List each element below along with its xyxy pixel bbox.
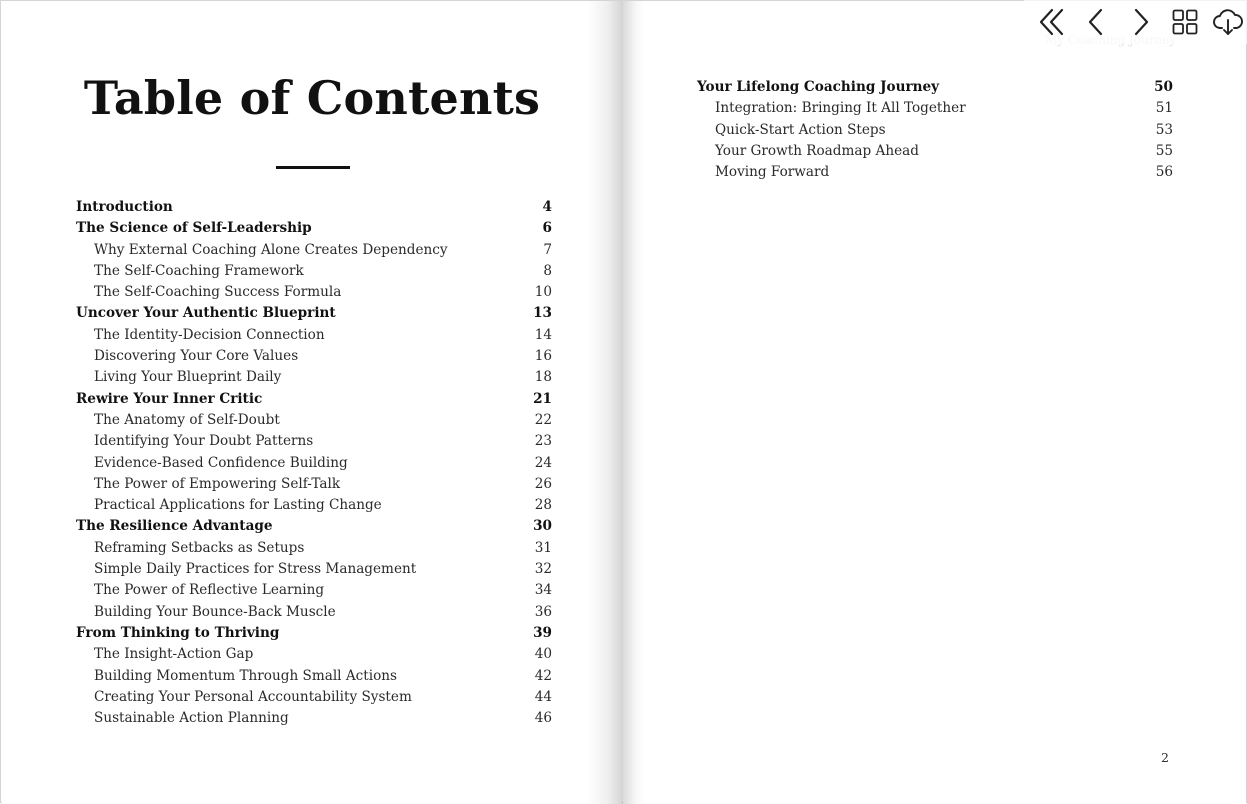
- toc-entry-label: The Self-Coaching Framework: [94, 262, 304, 279]
- toc-entry-page-number: 24: [534, 454, 552, 471]
- toc-section-entry[interactable]: [76, 240, 552, 261]
- toc-section-entry[interactable]: [76, 474, 552, 495]
- right-page: [623, 1, 1246, 804]
- toc-entry-label: Building Momentum Through Small Actions: [94, 667, 398, 684]
- toc-entry-page-number: 40: [534, 646, 552, 663]
- toc-section-entry[interactable]: [697, 98, 1173, 119]
- toc-entry-page-number: 18: [534, 369, 552, 386]
- toc-entry-label: Introduction: [76, 199, 173, 215]
- first-page-button[interactable]: [1034, 4, 1070, 40]
- page-title: Table of Contents: [83, 71, 541, 125]
- toc-section-entry[interactable]: [697, 162, 1173, 183]
- toc-entry-page-number: 46: [534, 710, 552, 727]
- toc-entry-page-number: 4: [542, 199, 552, 215]
- toc-entry-label: Your Lifelong Coaching Journey: [697, 79, 940, 95]
- toc-entry-label: Evidence-Based Confidence Building: [94, 454, 348, 471]
- page-number: 2: [1161, 750, 1169, 765]
- toc-section-entry[interactable]: [76, 708, 552, 729]
- toc-section-entry[interactable]: [76, 282, 552, 303]
- toc-entry-page-number: 55: [1155, 142, 1173, 159]
- toc-list-left: [76, 197, 552, 729]
- left-page: [2, 1, 622, 804]
- toc-chapter-entry[interactable]: [76, 218, 552, 239]
- toc-entry-page-number: 10: [534, 284, 552, 301]
- toc-entry-page-number: 31: [534, 539, 552, 556]
- toc-entry-label: Identifying Your Doubt Patterns: [94, 433, 314, 450]
- toc-entry-label: Sustainable Action Planning: [94, 710, 289, 727]
- double-chevron-left-icon: [1037, 6, 1067, 38]
- toc-entry-page-number: 56: [1155, 164, 1173, 181]
- toc-entry-label: The Power of Empowering Self-Talk: [94, 475, 341, 492]
- cloud-download-icon: [1212, 7, 1244, 37]
- toc-entry-page-number: 42: [534, 667, 552, 684]
- toc-section-entry[interactable]: [76, 559, 552, 580]
- toc-section-entry[interactable]: [76, 261, 552, 282]
- toc-entry-page-number: 32: [534, 561, 552, 578]
- toc-entry-label: Quick-Start Action Steps: [715, 121, 886, 138]
- toc-entry-page-number: 8: [543, 262, 552, 279]
- chevron-left-icon: [1084, 6, 1108, 38]
- toc-section-entry[interactable]: [76, 410, 552, 431]
- toc-entry-label: The Anatomy of Self-Doubt: [94, 411, 280, 428]
- toc-entry-page-number: 53: [1155, 121, 1173, 138]
- previous-page-button[interactable]: [1078, 4, 1114, 40]
- toc-section-entry[interactable]: [697, 141, 1173, 162]
- toc-entry-page-number: 7: [543, 241, 552, 258]
- toc-entry-label: The Resilience Advantage: [76, 518, 273, 535]
- toc-section-entry[interactable]: [697, 120, 1173, 141]
- chevron-right-icon: [1129, 6, 1153, 38]
- title-divider: [276, 166, 350, 169]
- toc-entry-label: The Power of Reflective Learning: [94, 582, 325, 599]
- toc-entry-label: Reframing Setbacks as Setups: [94, 539, 305, 556]
- toc-entry-label: The Science of Self-Leadership: [76, 220, 312, 237]
- toc-entry-page-number: 14: [534, 326, 552, 343]
- toc-chapter-entry[interactable]: [76, 516, 552, 537]
- toc-entry-label: Building Your Bounce-Back Muscle: [94, 603, 336, 620]
- toc-chapter-entry[interactable]: [76, 197, 552, 218]
- toc-entry-page-number: 51: [1155, 100, 1173, 117]
- viewer-toolbar: [1024, 0, 1247, 44]
- toc-entry-label: Uncover Your Authentic Blueprint: [76, 305, 336, 322]
- next-page-button[interactable]: [1123, 4, 1159, 40]
- toc-entry-label: Moving Forward: [715, 164, 830, 181]
- toc-chapter-entry[interactable]: [76, 303, 552, 324]
- toc-entry-page-number: 34: [534, 582, 552, 599]
- toc-entry-label: Your Growth Roadmap Ahead: [715, 142, 919, 159]
- toc-section-entry[interactable]: [76, 453, 552, 474]
- toc-entry-label: Why External Coaching Alone Creates Dependency: [94, 241, 448, 258]
- download-button[interactable]: [1210, 4, 1246, 40]
- toc-section-entry[interactable]: [76, 431, 552, 452]
- toc-section-entry[interactable]: [76, 325, 552, 346]
- toc-entry-label: The Insight-Action Gap: [94, 646, 254, 663]
- thumbnails-button[interactable]: [1167, 4, 1203, 40]
- grid-icon: [1171, 8, 1199, 36]
- toc-section-entry[interactable]: [76, 666, 552, 687]
- toc-entry-page-number: 30: [533, 518, 552, 535]
- toc-entry-page-number: 23: [534, 433, 552, 450]
- toc-entry-page-number: 16: [534, 348, 552, 365]
- toc-entry-page-number: 39: [533, 624, 552, 641]
- toc-section-entry[interactable]: [76, 602, 552, 623]
- toc-section-entry[interactable]: [76, 580, 552, 601]
- toc-section-entry[interactable]: [76, 538, 552, 559]
- toc-entry-label: Rewire Your Inner Critic: [76, 390, 263, 407]
- toc-section-entry[interactable]: [76, 687, 552, 708]
- toc-entry-label: Practical Applications for Lasting Change: [94, 497, 382, 514]
- toc-entry-label: Living Your Blueprint Daily: [94, 369, 282, 386]
- toc-entry-label: Integration: Bringing It All Together: [715, 100, 966, 117]
- toc-entry-page-number: 13: [533, 305, 552, 322]
- gutter-shadow: [587, 1, 623, 804]
- toc-section-entry[interactable]: [76, 346, 552, 367]
- toc-chapter-entry[interactable]: [76, 623, 552, 644]
- toc-entry-page-number: 26: [534, 475, 552, 492]
- toc-section-entry[interactable]: [76, 367, 552, 388]
- toc-entry-page-number: 36: [534, 603, 552, 620]
- toc-entry-page-number: 22: [534, 411, 552, 428]
- toc-entry-page-number: 28: [534, 497, 552, 514]
- toc-entry-page-number: 44: [534, 688, 552, 705]
- toc-entry-label: From Thinking to Thriving: [76, 624, 280, 641]
- toc-entry-label: The Identity-Decision Connection: [94, 326, 325, 343]
- toc-chapter-entry[interactable]: [76, 389, 552, 410]
- toc-chapter-entry[interactable]: [697, 77, 1173, 98]
- toc-entry-label: The Self-Coaching Success Formula: [94, 284, 342, 301]
- toc-entry-page-number: 21: [533, 390, 552, 407]
- gutter-shadow-right: [623, 1, 645, 804]
- toc-entry-page-number: 50: [1154, 79, 1173, 95]
- toc-list-right: [697, 77, 1173, 183]
- toc-entry-label: Creating Your Personal Accountability System: [94, 688, 412, 705]
- toc-entry-page-number: 6: [542, 220, 552, 237]
- toc-section-entry[interactable]: [76, 644, 552, 665]
- toc-entry-label: Simple Daily Practices for Stress Management: [94, 561, 417, 578]
- toc-section-entry[interactable]: [76, 495, 552, 516]
- toc-entry-label: Discovering Your Core Values: [94, 348, 299, 365]
